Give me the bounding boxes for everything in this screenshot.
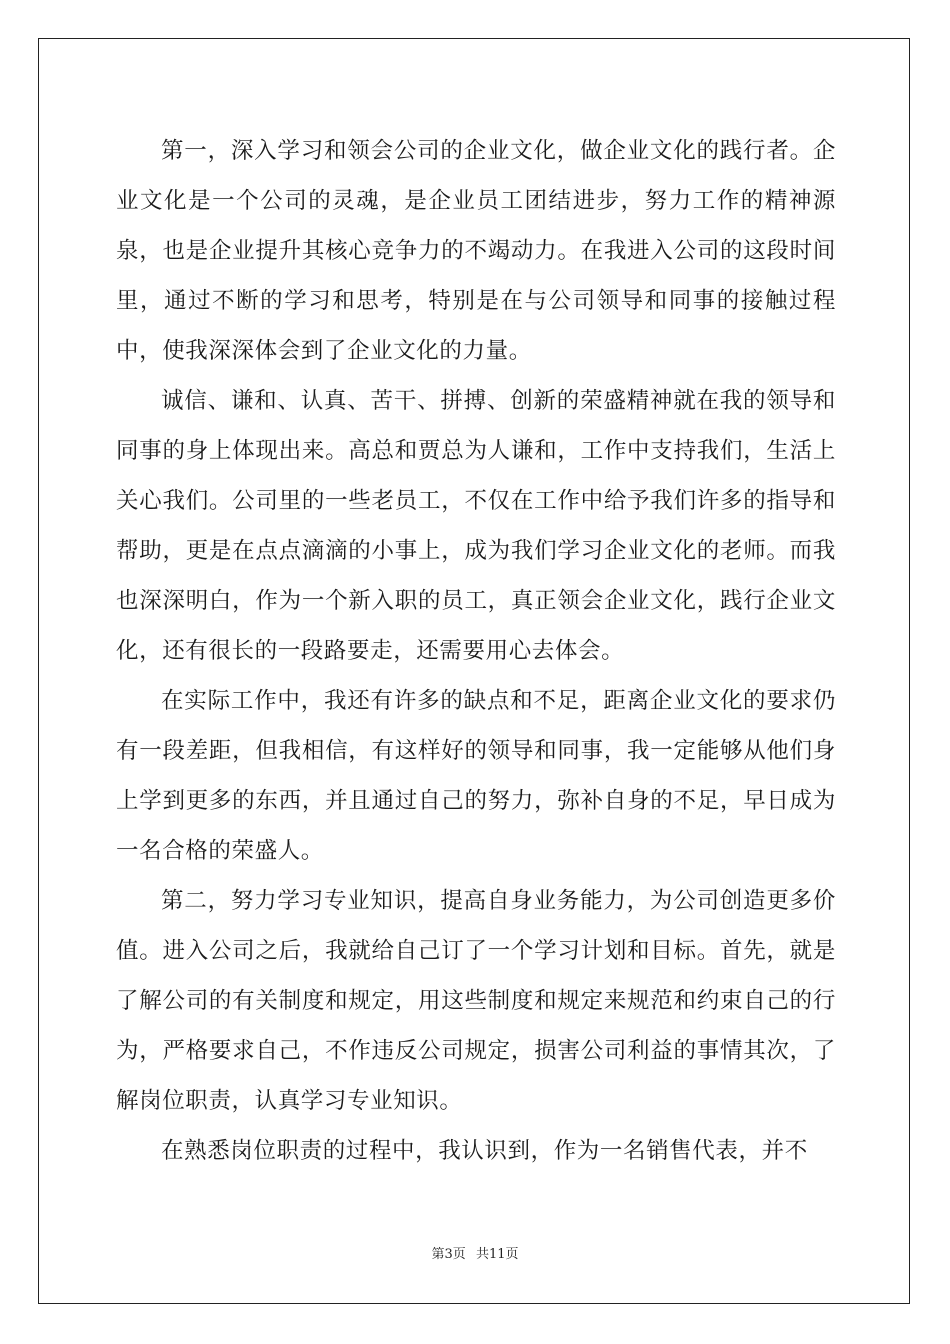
page-footer [0, 1243, 950, 1262]
page-total: 共11页 [475, 1247, 519, 1262]
paragraph-5: 在熟悉岗位职责的过程中，我认识到，作为一名销售代表，并不 [161, 1138, 808, 1164]
document-body [116, 126, 836, 1176]
page-number: 第3页 [431, 1247, 466, 1262]
paragraph-4: 第二，努力学习专业知识，提高自身业务能力，为公司创造更多价值。进入公司之后，我就给自己订了一个学习计划和目标。首先，就是了解公司的有关制度和规定，用这些制度和规定来规范和约束自己的行为，严格要求自己，不作违反公司规定，损害公司利益的事情其次，了解岗位职责，认真学习专业知识。 [116, 888, 836, 1114]
paragraph-3: 在实际工作中，我还有许多的缺点和不足，距离企业文化的要求仍有一段差距，但我相信，有这样好的领导和同事，我一定能够从他们身上学到更多的东西，并且通过自己的努力，弥补自身的不足，早日成为一名合格的荣盛人。 [116, 688, 836, 864]
paragraph-1: 第一，深入学习和领会公司的企业文化，做企业文化的践行者。企业文化是一个公司的灵魂，是企业员工团结进步，努力工作的精神源泉，也是企业提升其核心竞争力的不竭动力。在我进入公司的这段时间里，通过不断的学习和思考，特别是在与公司领导和同事的接触过程中，使我深深体会到了企业文化的力量。 [116, 138, 836, 364]
paragraph-2: 诚信、谦和、认真、苦干、拼搏、创新的荣盛精神就在我的领导和同事的身上体现出来。高总和贾总为人谦和，工作中支持我们，生活上关心我们。公司里的一些老员工，不仅在工作中给予我们许多的指导和帮助，更是在点点滴滴的小事上，成为我们学习企业文化的老师。而我也深深明白，作为一个新入职的员工，真正领会企业文化，践行企业文化，还有很长的一段路要走，还需要用心去体会。 [116, 388, 836, 664]
